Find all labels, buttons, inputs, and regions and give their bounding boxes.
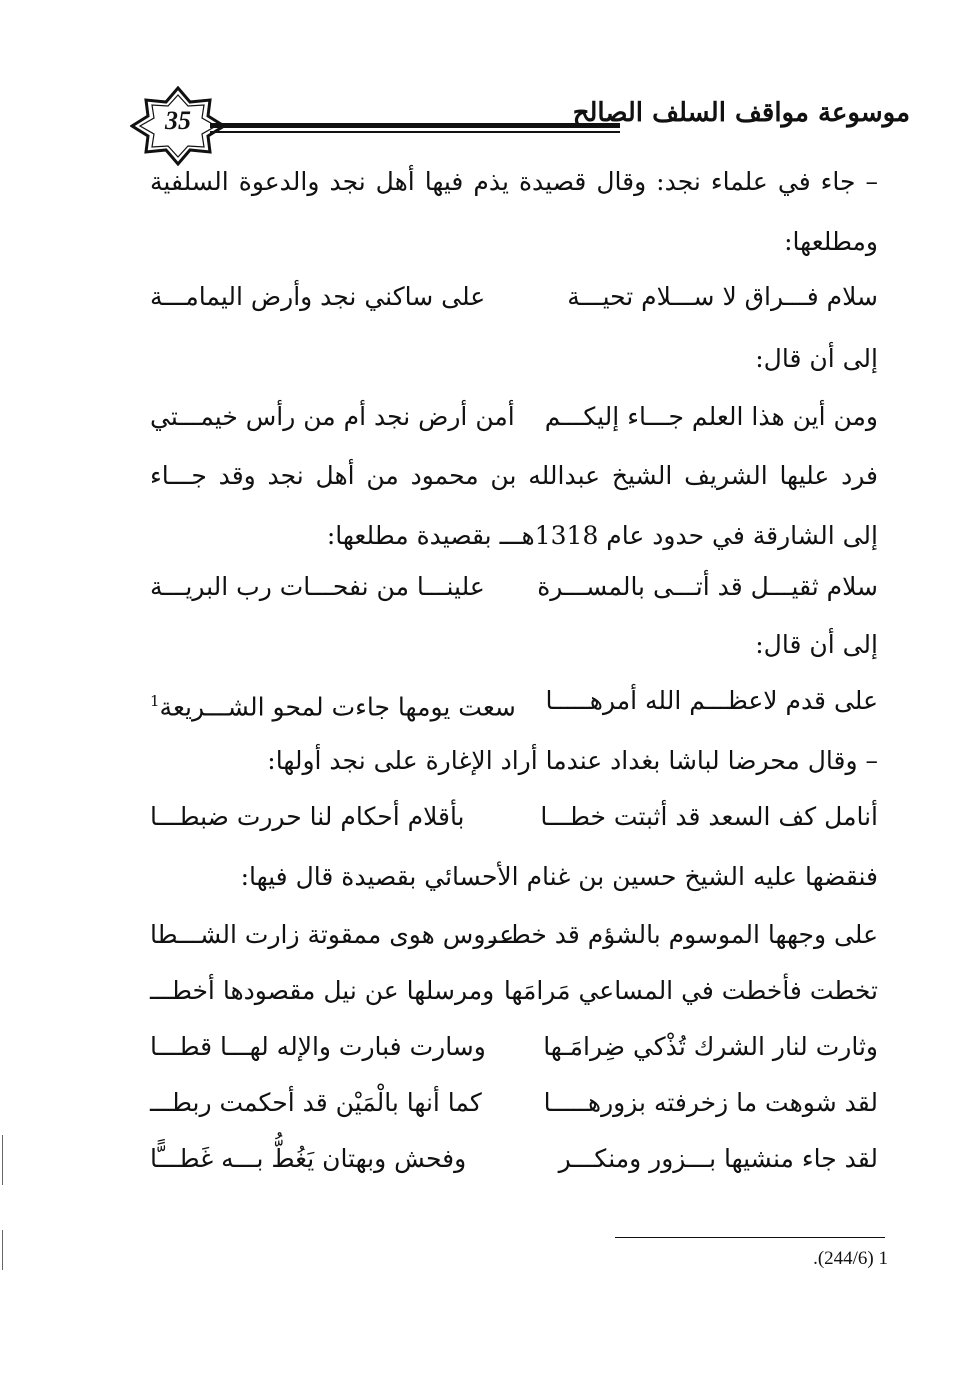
verse-line <box>150 272 878 322</box>
paragraph-reply: فرد عليها الشريف الشيخ عبدالله بن محمود من أهل نجد وقد جـــاء إلى الشارقة في حدود عام 1318هـــ بقصيدة مطلعها: <box>150 461 878 550</box>
verse-first-hemistich: سلام فـــراق لا ســـلام تحيـــة <box>567 282 878 311</box>
footnote-separator <box>615 1237 885 1238</box>
verse-first-hemistich: تخطت فأخطت في المساعي مَرامَها <box>503 976 878 1005</box>
verse-first-hemistich: لقد جاء منشيها بـــزور ومنكـــر <box>558 1144 878 1173</box>
header-rule <box>210 123 620 128</box>
paragraph-intro: – جاء في علماء نجد: وقال قصيدة يذم فيها أهل نجد والدعوة السلفية ومطلعها: <box>150 167 878 256</box>
page-number: 35 <box>165 106 191 135</box>
verse-first-hemistich: أنامل كف السعد قد أثبتت خطـــا <box>540 802 878 831</box>
verse-first-hemistich: ومن أين هذا العلم جـــاء إليكـــم <box>544 402 878 431</box>
verse-first-hemistich: سلام ثقيـــل قد أتـــى بالمســـرة <box>537 572 878 601</box>
scan-edge-mark <box>2 1230 3 1270</box>
transition-line: إلى أن قال: <box>755 344 878 373</box>
verse-first-hemistich: لقد شوهت ما زخرفته بزورهـــــا <box>543 1088 878 1117</box>
verse-second-hemistich <box>150 676 516 732</box>
header-rule-thin <box>210 131 620 133</box>
verse-first-hemistich: على قدم لاعظـــم الله أمرهـــــا <box>545 686 878 715</box>
footnote-number: 1 <box>878 1248 888 1269</box>
verse-second-hemistich: كما أنها بالْمَيْن قد أحكمت ربطـــ <box>150 1088 482 1117</box>
verse-second-hemistich: علينـــا من نفحـــات رب البريـــة <box>150 572 485 601</box>
series-title: موسوعة مواقف السلف الصالح <box>572 98 910 128</box>
verse-line <box>150 910 878 960</box>
scan-edge-mark <box>2 1135 3 1185</box>
verse-first-hemistich: على وجهها الموسوم بالشؤم قد خطـــ <box>488 920 878 949</box>
verse-second-hemistich: ومرسلها عن نيل مقصودها أخطـــ <box>150 976 495 1005</box>
transition-line: فنقضها عليه الشيخ حسين بن غنام الأحسائي بقصيدة قال فيها: <box>240 862 878 891</box>
verse-line <box>150 792 878 842</box>
verse-text: سعت يومها جاءت لمحو الشـــريعة <box>159 692 516 722</box>
verse-second-hemistich: أمن أرض نجد أم من رأس خيمـــتي <box>150 402 515 431</box>
verse-line <box>150 1078 878 1128</box>
transition-line: – وقال محرضا لباشا بغداد عندما أراد الإغارة على نجد أولها: <box>267 746 878 775</box>
verse-first-hemistich: وثارت لنار الشرك تُذْكي ضِرامَـها <box>543 1032 878 1061</box>
verse-second-hemistich: وسارت فبارت والإله لهـــا قطـــا <box>150 1032 486 1061</box>
footnote <box>813 1248 888 1270</box>
transition-line: إلى أن قال: <box>755 630 878 659</box>
verse-line <box>150 562 878 612</box>
verse-second-hemistich: بأقلام أحكام لنا حررت ضبطـــا <box>150 802 465 831</box>
verse-second-hemistich: على ساكني نجد وأرض اليمامـــة <box>150 282 486 311</box>
verse-line <box>150 676 878 726</box>
verse-second-hemistich: وفحش وبهتان يَغُطُّ بـــه غَطـــًّا <box>150 1144 467 1173</box>
footnote-text: (244/6). <box>813 1248 874 1269</box>
verse-line <box>150 392 878 442</box>
verse-line <box>150 1022 878 1072</box>
verse-line <box>150 1134 878 1184</box>
verse-second-hemistich: عروس هوى ممقوتة زارت الشـــطا <box>150 920 515 949</box>
footnote-marker: 1 <box>150 692 160 710</box>
verse-line <box>150 966 878 1016</box>
